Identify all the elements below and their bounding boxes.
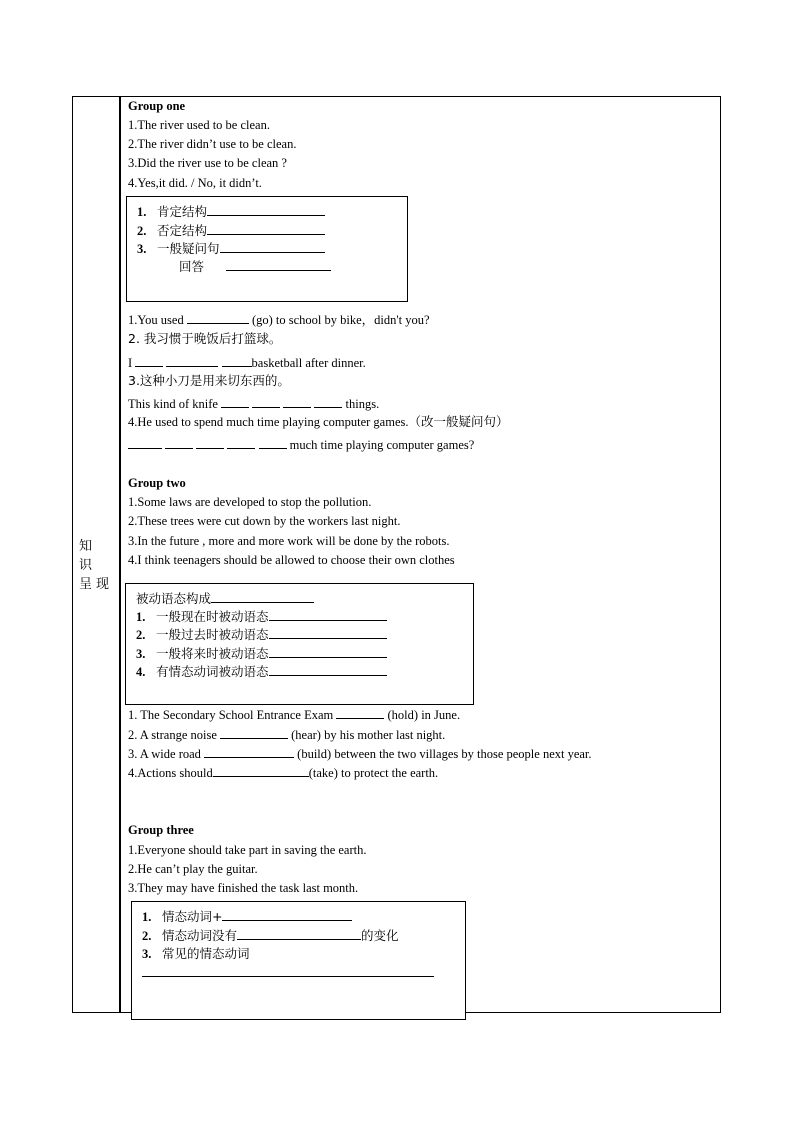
group-one-title: Group one	[128, 99, 186, 113]
fill-blank[interactable]	[252, 395, 280, 408]
g3-sentence-3: 3.They may have finished the task last month.	[128, 881, 359, 895]
fill-blank[interactable]	[222, 354, 252, 367]
fill-blank[interactable]	[207, 222, 325, 235]
g1-exercise-4-answer: much time playing computer games?	[128, 436, 474, 453]
g2-exercise-1: 1. The Secondary School Entrance Exam (hold) in June.	[128, 708, 461, 722]
g1-exercise-2: I basketball after dinner.	[128, 356, 366, 370]
g3-box-item-1: 1. 情态动词+	[142, 908, 352, 926]
fill-blank[interactable]	[165, 436, 193, 449]
fill-blank[interactable]	[237, 927, 361, 940]
g2-box-item-3: 3. 一般将来时被动语态	[136, 645, 387, 663]
fill-blank[interactable]	[196, 436, 224, 449]
fill-blank[interactable]	[220, 240, 325, 253]
g2-exercise-2: 2. A strange noise (hear) by his mother last night.	[128, 728, 446, 742]
fill-blank[interactable]	[336, 706, 384, 719]
g2-sentence-4: 4.I think teenagers should be allowed to choose their own clothes	[128, 553, 455, 567]
g1-box-item-1: 1. 肯定结构	[137, 203, 325, 221]
g2-box-item-1: 1. 一般现在时被动语态	[136, 608, 387, 626]
fill-blank[interactable]	[259, 436, 287, 449]
fill-blank[interactable]	[213, 764, 309, 777]
group-two-title: Group two	[128, 476, 186, 490]
g3-answer-line[interactable]	[142, 976, 434, 977]
g2-box-item-4: 4. 有情态动词被动语态	[136, 663, 387, 681]
fill-blank[interactable]	[128, 436, 162, 449]
fill-blank[interactable]	[220, 726, 288, 739]
g1-sentence-4: 4.Yes,it did. / No, it didn’t.	[128, 176, 262, 190]
fill-blank[interactable]	[166, 354, 218, 367]
section-label: 知 识 呈现	[79, 539, 114, 592]
g2-exercise-4: 4.Actions should (take) to protect the earth.	[128, 766, 439, 780]
column-divider	[120, 96, 121, 1013]
g2-box-heading: 被动语态构成	[136, 590, 314, 607]
g1-exercise-3-cn: 3.这种小刀是用来切东西的。	[128, 373, 290, 388]
fill-blank[interactable]	[283, 395, 311, 408]
g3-modal-box	[131, 901, 466, 1020]
fill-blank[interactable]	[226, 258, 331, 271]
g3-sentence-1: 1.Everyone should take part in saving the earth.	[128, 843, 367, 857]
g2-sentence-2: 2.These trees were cut down by the workers last night.	[128, 514, 401, 528]
g1-box-item-2: 2. 否定结构	[137, 222, 325, 240]
g1-exercise-2-cn: 2. 我习惯于晚饭后打篮球。	[128, 331, 282, 346]
fill-blank[interactable]	[269, 645, 387, 658]
g2-sentence-1: 1.Some laws are developed to stop the pollution.	[128, 495, 372, 509]
g2-sentence-3: 3.In the future , more and more work will be done by the robots.	[128, 534, 450, 548]
fill-blank[interactable]	[204, 745, 294, 758]
g1-structure-box	[126, 196, 408, 302]
fill-blank[interactable]	[222, 908, 352, 921]
fill-blank[interactable]	[221, 395, 249, 408]
fill-blank[interactable]	[314, 395, 342, 408]
g2-passive-box	[125, 583, 474, 705]
fill-blank[interactable]	[269, 608, 387, 621]
g1-sentence-2: 2.The river didn’t use to be clean.	[128, 137, 297, 151]
fill-blank[interactable]	[269, 663, 387, 676]
g1-box-item-3: 3. 一般疑问句	[137, 240, 325, 258]
g1-sentence-1: 1.The river used to be clean.	[128, 118, 270, 132]
fill-blank[interactable]	[227, 436, 255, 449]
g1-exercise-3: This kind of knife things.	[128, 397, 380, 411]
fill-blank[interactable]	[187, 311, 249, 324]
g1-exercise-1: 1.You used (go) to school by bike，didn't you?	[128, 313, 430, 327]
g3-sentence-2: 2.He can’t play the guitar.	[128, 862, 258, 876]
g1-box-answer: 回答	[179, 258, 331, 275]
fill-blank[interactable]	[135, 354, 163, 367]
g1-exercise-4: 4.He used to spend much time playing computer games.（改一般疑问句）	[128, 415, 509, 429]
g2-exercise-3: 3. A wide road (build) between the two villages by those people next year.	[128, 747, 592, 761]
g2-box-item-2: 2. 一般过去时被动语态	[136, 626, 387, 644]
fill-blank[interactable]	[211, 590, 314, 603]
g3-box-item-3: 3. 常见的情态动词	[142, 946, 250, 961]
group-three-title: Group three	[128, 823, 194, 837]
g3-box-item-2: 2. 情态动词没有 的变化	[142, 928, 399, 943]
fill-blank[interactable]	[269, 626, 387, 639]
fill-blank[interactable]	[207, 203, 325, 216]
g1-sentence-3: 3.Did the river use to be clean ?	[128, 156, 287, 170]
